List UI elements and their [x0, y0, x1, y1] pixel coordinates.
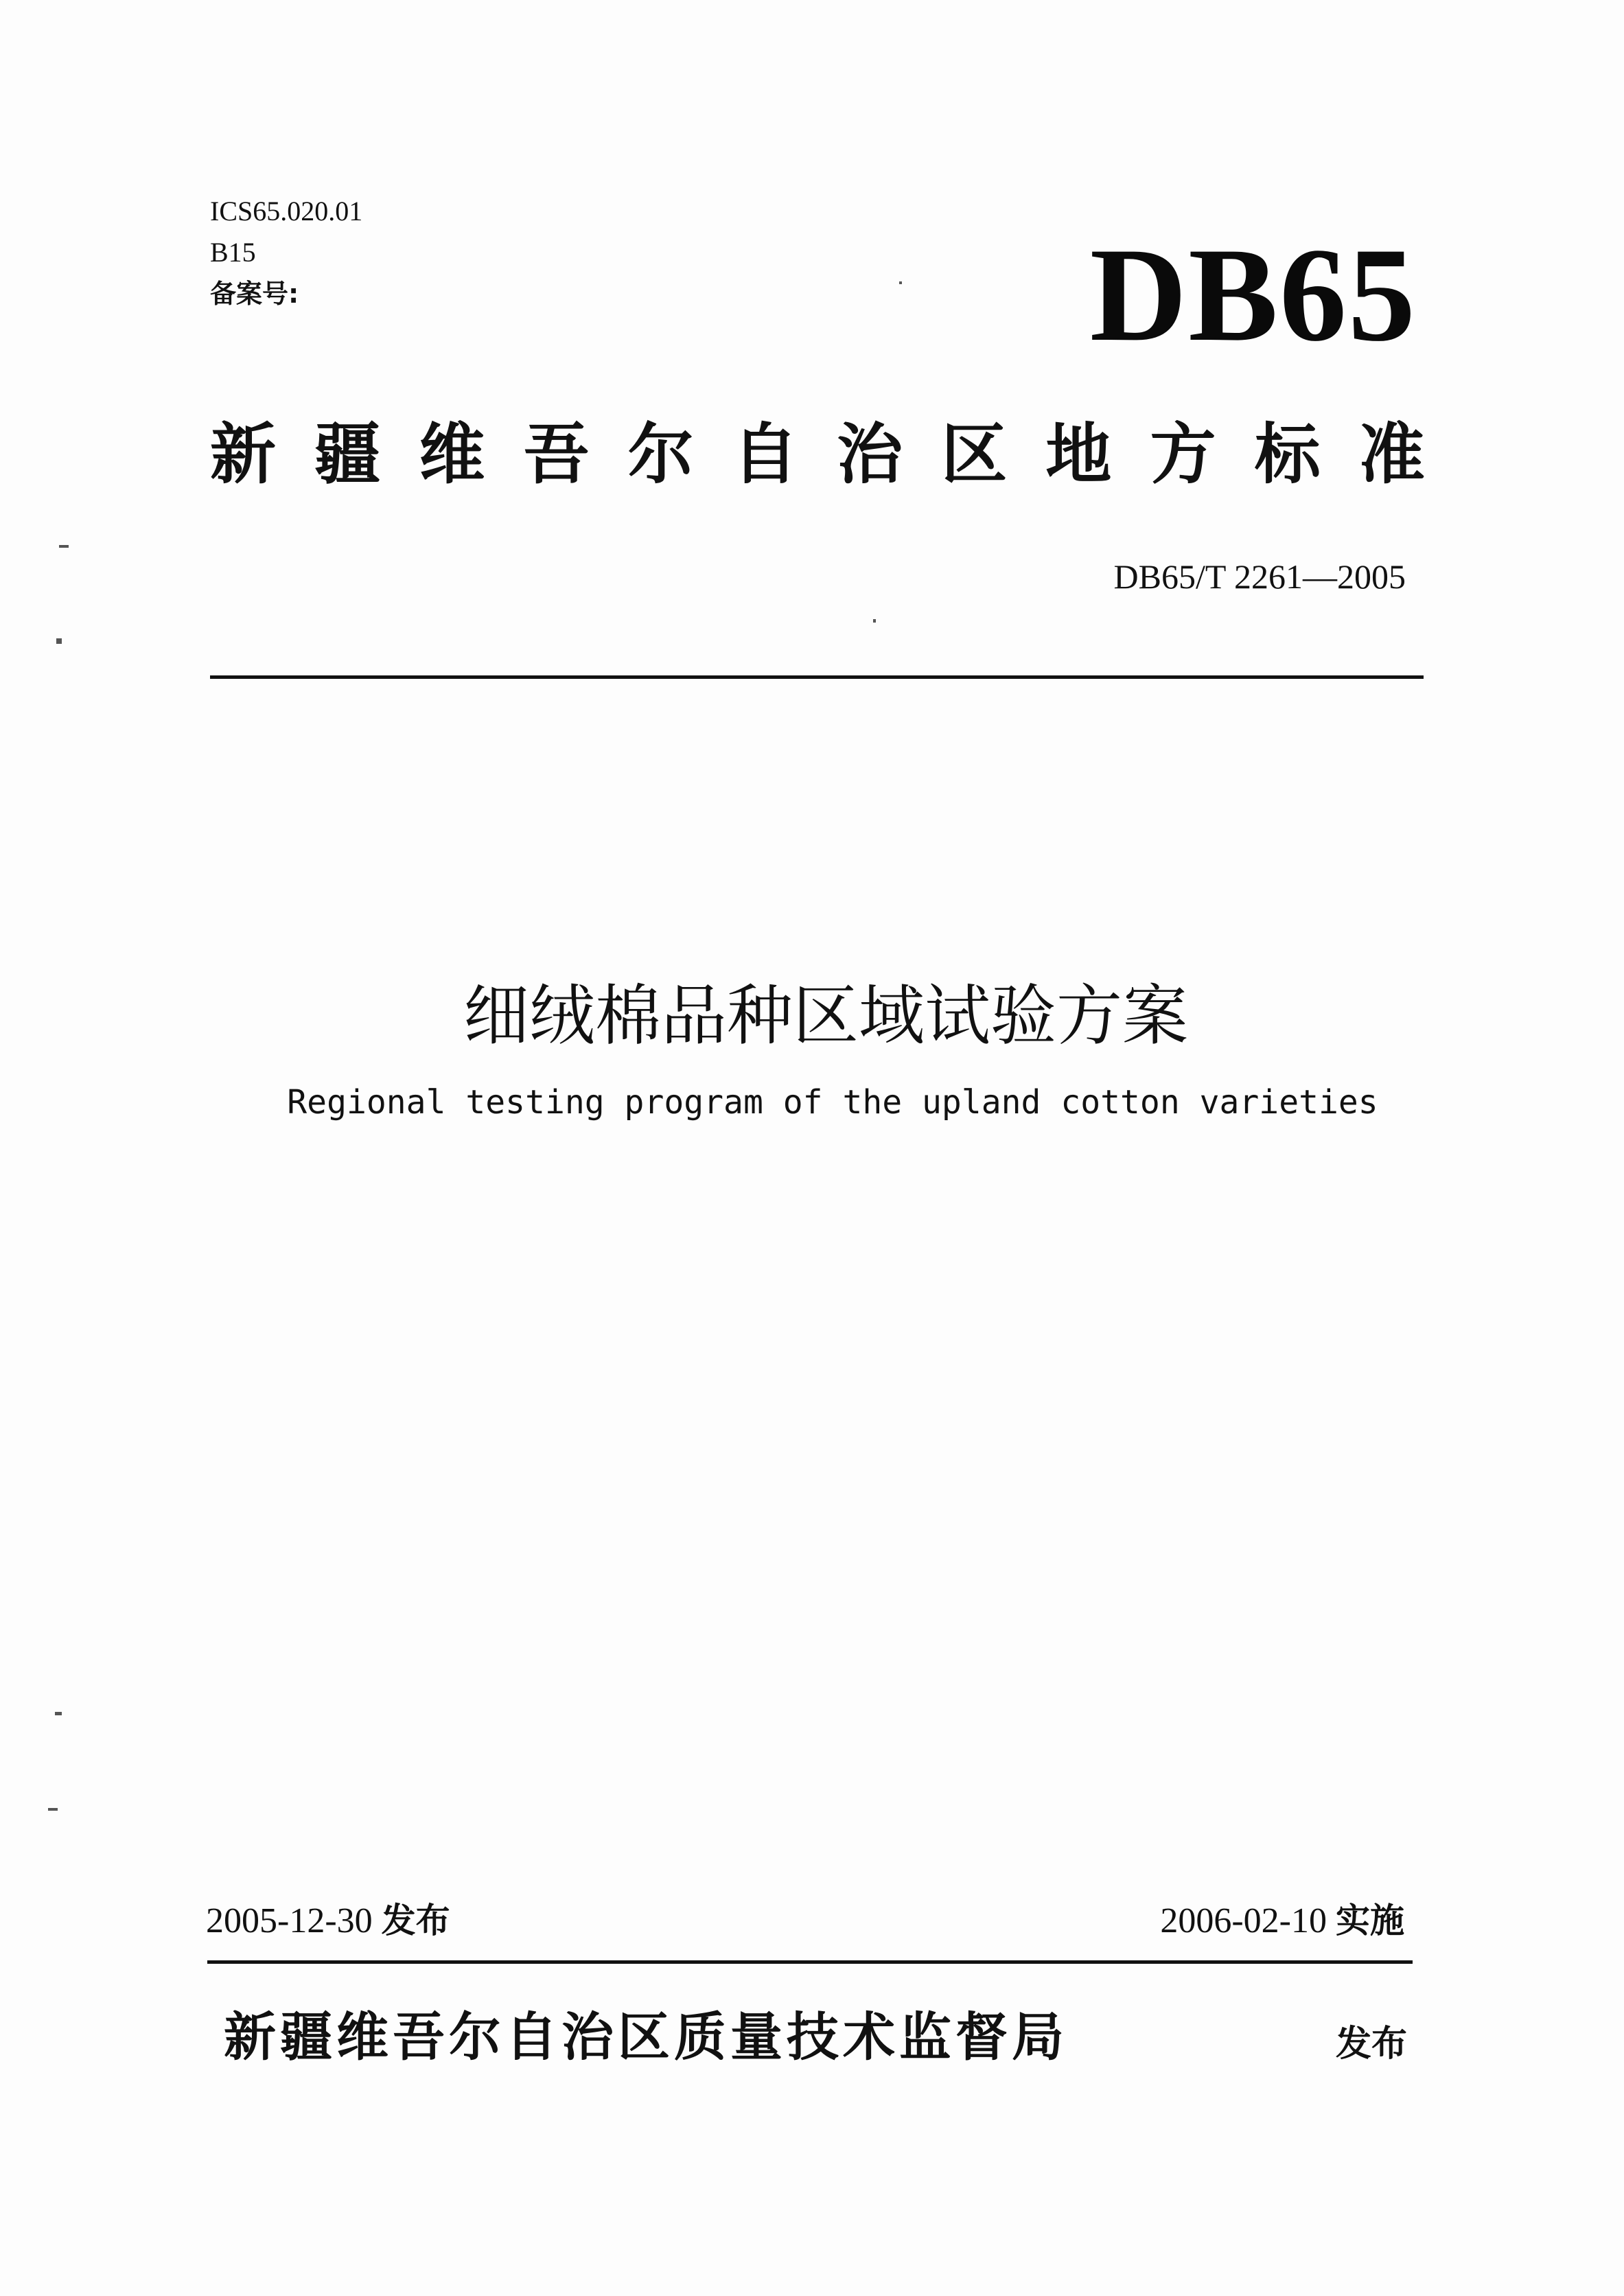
scan-speck: [899, 281, 902, 284]
authority-title-char: 地: [1045, 416, 1112, 493]
authority-title: [210, 413, 1425, 496]
authority-title-char: 区: [941, 416, 1008, 493]
authority-title-char: 尔: [627, 416, 694, 493]
authority-title-char: 准: [1358, 416, 1425, 493]
scan-speck: [873, 619, 876, 623]
authority-title-char: 吾: [523, 416, 590, 493]
document-title-chinese: 细绒棉品种区域试验方案: [463, 977, 1188, 1054]
header-divider: [210, 675, 1424, 679]
issuing-authority: 新疆维吾尔自治区质量技术监督局: [224, 2006, 1068, 2067]
authority-title-char: 新: [210, 416, 276, 493]
document-title-english: Regional testing program of the upland cotton varieties: [287, 1083, 1378, 1122]
implement-date: 2006-02-10: [1160, 1901, 1327, 1940]
scan-speck: [59, 545, 69, 548]
authority-title-char: 方: [1150, 416, 1216, 493]
scan-speck: [56, 638, 62, 644]
authority-title-char: 治: [837, 416, 903, 493]
scan-speck: [55, 1712, 62, 1715]
authority-title-char: 自: [732, 416, 798, 493]
authority-title-char: 维: [419, 416, 485, 493]
filing-number-label: 备案号:: [210, 279, 299, 309]
authority-title-char: 标: [1254, 416, 1321, 493]
ccs-code: B15: [210, 237, 256, 268]
scan-speck: [48, 1808, 58, 1811]
issue-label: 发布: [381, 1901, 450, 1940]
issue-date-line: [206, 1899, 450, 1943]
authority-title-char: 疆: [314, 416, 381, 493]
implement-date-line: [1160, 1899, 1404, 1943]
standard-code-logo: DB65: [1089, 220, 1417, 369]
issuing-suffix: 发布: [1335, 2024, 1407, 2065]
standard-number: DB65/T 2261—2005: [1113, 557, 1406, 596]
ics-code: ICS65.020.01: [210, 196, 363, 227]
footer-divider: [207, 1960, 1413, 1964]
issue-date: 2005-12-30: [206, 1901, 373, 1940]
implement-label: 实施: [1336, 1901, 1404, 1940]
